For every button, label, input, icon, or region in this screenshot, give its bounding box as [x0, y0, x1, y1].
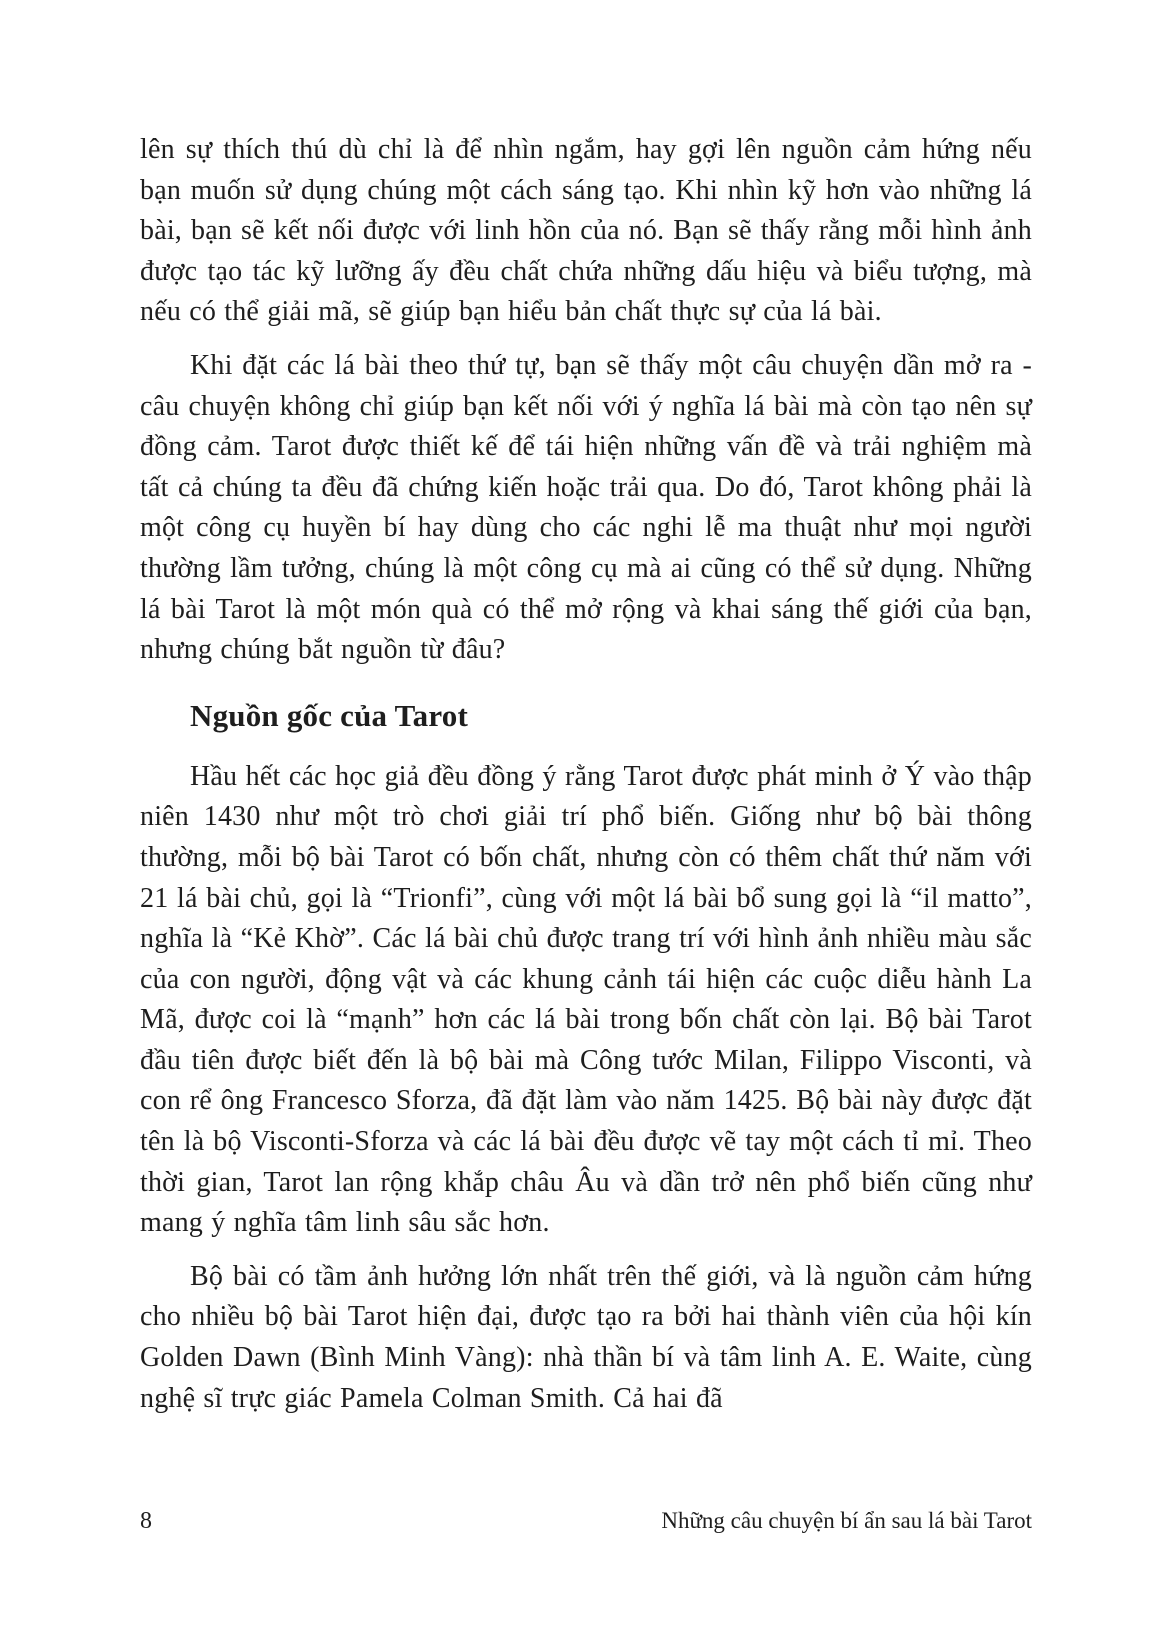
page-body [140, 130, 1032, 1432]
page-footer [140, 1506, 1032, 1536]
body-paragraph: lên sự thích thú dù chỉ là để nhìn ngắm, hay gợi lên nguồn cảm hứng nếu bạn muốn sử dụng chúng một cách sáng tạo. Khi nhìn kỹ hơn vào những lá bài, bạn sẽ kết nối được với linh hồn của nó. Bạn sẽ thấy rằng mỗi hình ảnh được tạo tác kỹ lưỡng ấy đều chất chứa những dấu hiệu và biểu tượng, mà nếu có thể giải mã, sẽ giúp bạn hiểu bản chất thực sự của lá bài. [140, 134, 1032, 328]
running-footer-title: Những câu chuyện bí ẩn sau lá bài Tarot [661, 1508, 1032, 1533]
body-paragraph: Khi đặt các lá bài theo thứ tự, bạn sẽ thấy một câu chuyện dần mở ra - câu chuyện không chỉ giúp bạn kết nối với ý nghĩa lá bài mà còn tạo nên sự đồng cảm. Tarot được thiết kế để tái hiện những vấn đề và trải nghiệm mà tất cả chúng ta đều đã chứng kiến hoặc trải qua. Do đó, Tarot không phải là một công cụ huyền bí hay dùng cho các nghi lễ ma thuật như mọi người thường lầm tưởng, chúng là một công cụ mà ai cũng có thể sử dụng. Những lá bài Tarot là một món quà có thể mở rộng và khai sáng thế giới của bạn, nhưng chúng bắt nguồn từ đâu? [140, 349, 1032, 666]
body-paragraph: Bộ bài có tầm ảnh hưởng lớn nhất trên thế giới, và là nguồn cảm hứng cho nhiều bộ bài Tarot hiện đại, được tạo ra bởi hai thành viên của hội kín Golden Dawn (Bình Minh Vàng): nhà thần bí và tâm linh A. E. Waite, cùng nghệ sĩ trực giác Pamela Colman Smith. Cả hai đã [140, 1260, 1032, 1414]
page-number: 8 [140, 1508, 152, 1534]
section-heading: Nguồn gốc của Tarot [190, 697, 468, 733]
body-paragraph: Hầu hết các học giả đều đồng ý rằng Tarot được phát minh ở Ý vào thập niên 1430 như một trò chơi giải trí phổ biến. Giống như bộ bài thông thường, mỗi bộ bài Tarot có bốn chất, nhưng còn có thêm chất thứ năm với 21 lá bài chủ, gọi là “Trionfi”, cùng với một lá bài bổ sung gọi là “il matto”, nghĩa là “Kẻ Khờ”. Các lá bài chủ được trang trí với hình ảnh nhiều màu sắc của con người, động vật và các khung cảnh tái hiện các cuộc diễu hành La Mã, được coi là “mạnh” hơn các lá bài trong bốn chất còn lại. Bộ bài Tarot đầu tiên được biết đến là bộ bài mà Công tước Milan, Filippo Visconti, và con rể ông Francesco Sforza, đã đặt làm vào năm 1425. Bộ bài này được đặt tên là bộ Visconti-Sforza và các lá bài đều được vẽ tay một cách tỉ mỉ. Theo thời gian, Tarot lan rộng khắp châu Âu và dần trở nên phổ biến cũng như mang ý nghĩa tâm linh sâu sắc hơn. [140, 760, 1032, 1239]
